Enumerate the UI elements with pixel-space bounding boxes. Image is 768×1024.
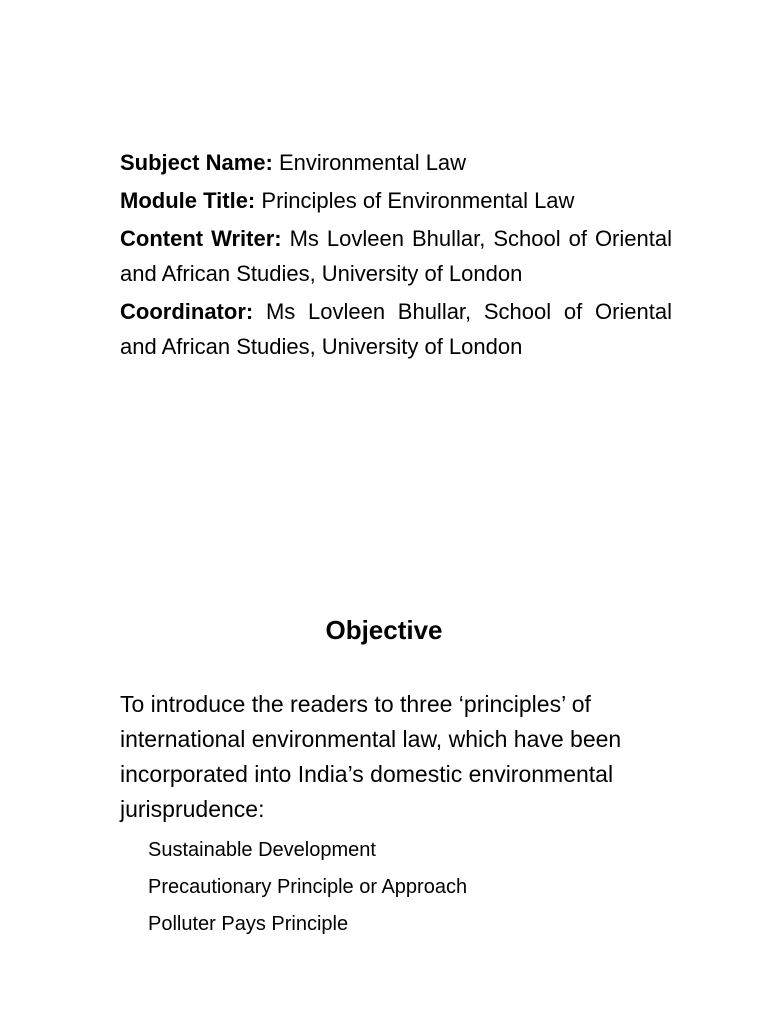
coordinator-row [120, 294, 672, 364]
list-item: Polluter Pays Principle [148, 913, 349, 935]
coordinator-label: Coordinator: [120, 299, 254, 324]
subject-name-label: Subject Name: [120, 150, 273, 175]
objective-text: To introduce the readers to three ‘principles’ of international environmental law, which have been incorporated into India’s domestic environmental jurisprudence: [120, 691, 622, 822]
content-writer-value: Ms Lovleen Bhullar, School of Oriental and African Studies, University of London [120, 226, 672, 286]
objective-heading: Objective [325, 615, 443, 645]
list-item: Precautionary Principle or Approach [148, 876, 468, 898]
subject-name-row [120, 145, 672, 180]
module-title-label: Module Title: [120, 188, 256, 213]
module-title-row [120, 183, 672, 218]
list-item: Sustainable Development [148, 839, 376, 861]
coordinator-value: Ms Lovleen Bhullar, School of Oriental and African Studies, University of London [120, 299, 672, 359]
module-title-value: Principles of Environmental Law [261, 188, 575, 213]
module-metadata [120, 145, 672, 367]
content-writer-label: Content Writer: [120, 226, 282, 251]
principle-list [148, 832, 467, 943]
content-writer-row [120, 221, 672, 291]
subject-name-value: Environmental Law [278, 150, 467, 175]
